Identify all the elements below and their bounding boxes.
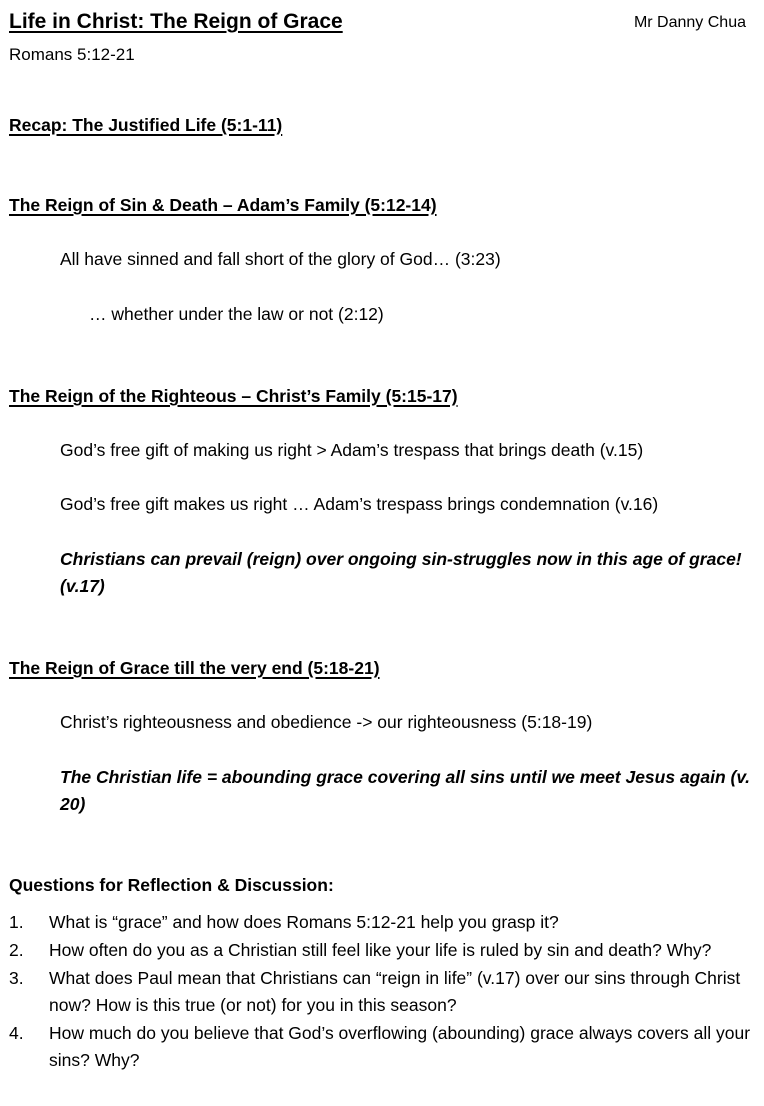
section-heading-reign-of-sin: The Reign of Sin & Death – Adam’s Family (5:12-14) bbox=[9, 195, 437, 215]
scripture-passage: Romans 5:12-21 bbox=[9, 45, 135, 64]
section3-emphasis: The Christian life = abounding grace covering all sins until we meet Jesus again (v. 20) bbox=[60, 767, 750, 814]
section3-point-1: Christ’s righteousness and obedience -> our righteousness (5:18-19) bbox=[60, 712, 593, 732]
recap-heading: Recap: The Justified Life (5:1-11) bbox=[9, 115, 283, 135]
section2-emphasis: Christians can prevail (reign) over ongoing sin-struggles now in this age of grace! (v.17) bbox=[60, 549, 742, 596]
questions-heading: Questions for Reflection & Discussion: bbox=[9, 875, 334, 895]
question-text: How often do you as a Christian still feel like your life is ruled by sin and death? Why? bbox=[49, 940, 712, 960]
question-item bbox=[9, 965, 754, 1019]
question-number: 3. bbox=[9, 968, 24, 988]
section2-point-1: God’s free gift of making us right > Adam’s trespass that brings death (v.15) bbox=[60, 440, 644, 460]
question-item bbox=[9, 937, 754, 964]
question-number: 2. bbox=[9, 940, 24, 960]
document-title: Life in Christ: The Reign of Grace bbox=[9, 10, 343, 33]
questions-list bbox=[9, 909, 754, 1075]
question-text: How much do you believe that God’s overflowing (abounding) grace always covers all your sins? Why? bbox=[49, 1023, 751, 1070]
question-number: 4. bbox=[9, 1023, 24, 1043]
section2-point-2: God’s free gift makes us right … Adam’s trespass brings condemnation (v.16) bbox=[60, 494, 659, 514]
question-number: 1. bbox=[9, 912, 24, 932]
speaker-name: Mr Danny Chua bbox=[633, 14, 746, 31]
question-item bbox=[9, 909, 754, 936]
section1-point-1: All have sinned and fall short of the glory of God… (3:23) bbox=[60, 249, 501, 269]
section1-point-2: … whether under the law or not (2:12) bbox=[89, 304, 384, 324]
question-text: What does Paul mean that Christians can “reign in life” (v.17) over our sins through Christ now? How is this true (or not) for you in this season? bbox=[49, 968, 741, 1015]
question-item bbox=[9, 1020, 754, 1074]
question-text: What is “grace” and how does Romans 5:12-21 help you grasp it? bbox=[49, 912, 559, 932]
section-heading-reign-of-grace: The Reign of Grace till the very end (5:18-21) bbox=[9, 658, 380, 678]
section-heading-reign-of-righteous: The Reign of the Righteous – Christ’s Family (5:15-17) bbox=[9, 386, 458, 406]
